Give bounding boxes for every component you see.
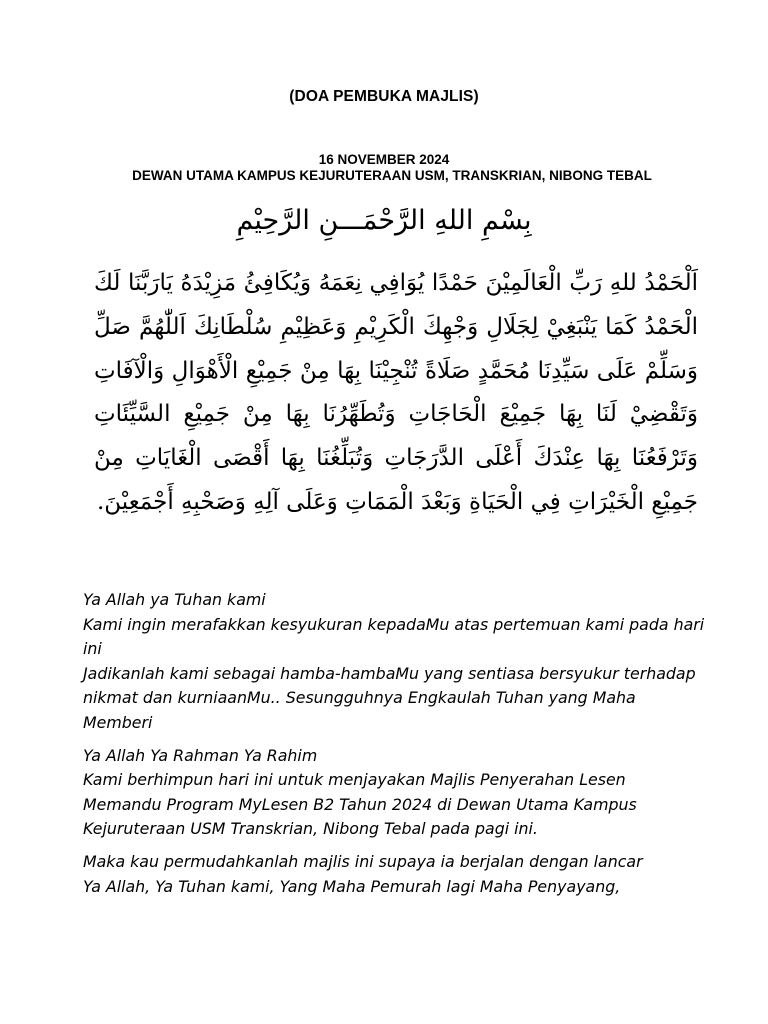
event-venue: DEWAN UTAMA KAMPUS KEJURUTERAAN USM, TRANSKRIAN, NIBONG TEBAL bbox=[132, 168, 652, 183]
arabic-prayer-text: اَلْحَمْدُ للهِ رَبِّ الْعَالَمِيْنَ حَمْدًا يُوَافِي نِعَمَهُ وَيُكَافِئُ مَزِيْدَهُ يَارَبَّنَا لَكَ الْحَمْدُ كَمَا يَنْبَغِيْ لِجَلَالِ وَجْهِكَ الْكَرِيْمِ وَعَظِيْمِ سُلْطَانِكَ اَللّٰهُمَّ صَلِّ وَسَلِّمْ عَلَى سَيِّدِنَا مُحَمَّدٍ صَلَاةً تُنْجِيْنَا بِهَا مِنْ جَمِيْعِ الْأَهْوَالِ وَالْآفَاتِ وَتَقْضِيْ لَنَا بِهَا جَمِيْعَ الْحَاجَاتِ وَتُطَهِّرُنَا بِهَا مِنْ جَمِيْعِ السَّيِّئَاتِ وَتَرْفَعُنَا بِهَا عِنْدَكَ أَعْلَى الدَّرَجَاتِ وَتُبَلِّغُنَا بِهَا أَقْصَى الْغَايَاتِ مِنْ جَمِيْعِ الْخَيْرَاتِ فِي الْحَيَاةِ وَبَعْدَ الْمَمَاتِ وَعَلَى آلِهِ وَصَحْبِهِ أَجْمَعِيْنَ. bbox=[94, 270, 698, 515]
translation-line: Ya Allah ya Tuhan kami bbox=[83, 590, 266, 609]
translation-line: Jadikanlah kami sebagai hamba-hambaMu yang sentiasa bersyukur terhadap nikmat dan kurniaanMu.. Sesungguhnya Engkaulah Tuhan yang Maha Memberi bbox=[83, 663, 696, 732]
translation-paragraph bbox=[83, 850, 705, 899]
translation-line: Maka kau permudahkanlah majlis ini supaya ia berjalan dengan lancar bbox=[83, 851, 643, 871]
translation-body bbox=[83, 588, 705, 907]
translation-line: Ya Allah, Ya Tuhan kami, Yang Maha Pemurah lagi Maha Penyayang, bbox=[83, 876, 621, 896]
translation-paragraph bbox=[83, 744, 705, 842]
translation-line: Kami ingin merafakkan kesyukuran kepadaMu atas pertemuan kami pada hari ini bbox=[83, 614, 705, 659]
basmalah-text: بِسْمِ اللهِ الرَّحْمَـــنِ الرَّحِيْمِ bbox=[236, 205, 532, 236]
translation-paragraph bbox=[83, 588, 705, 736]
translation-line: Ya Allah Ya Rahman Ya Rahim bbox=[83, 745, 318, 765]
document-title: (DOA PEMBUKA MAJLIS) bbox=[289, 88, 479, 105]
event-date: 16 NOVEMBER 2024 bbox=[318, 152, 450, 167]
translation-line: Kami berhimpun hari ini untuk menjayakan Majlis Penyerahan Lesen Memandu Program MyLesen B2 Tahun 2024 di Dewan Utama Kampus Kejuruteraan USM Transkrian, Nibong Tebal pada pagi ini. bbox=[83, 770, 637, 839]
